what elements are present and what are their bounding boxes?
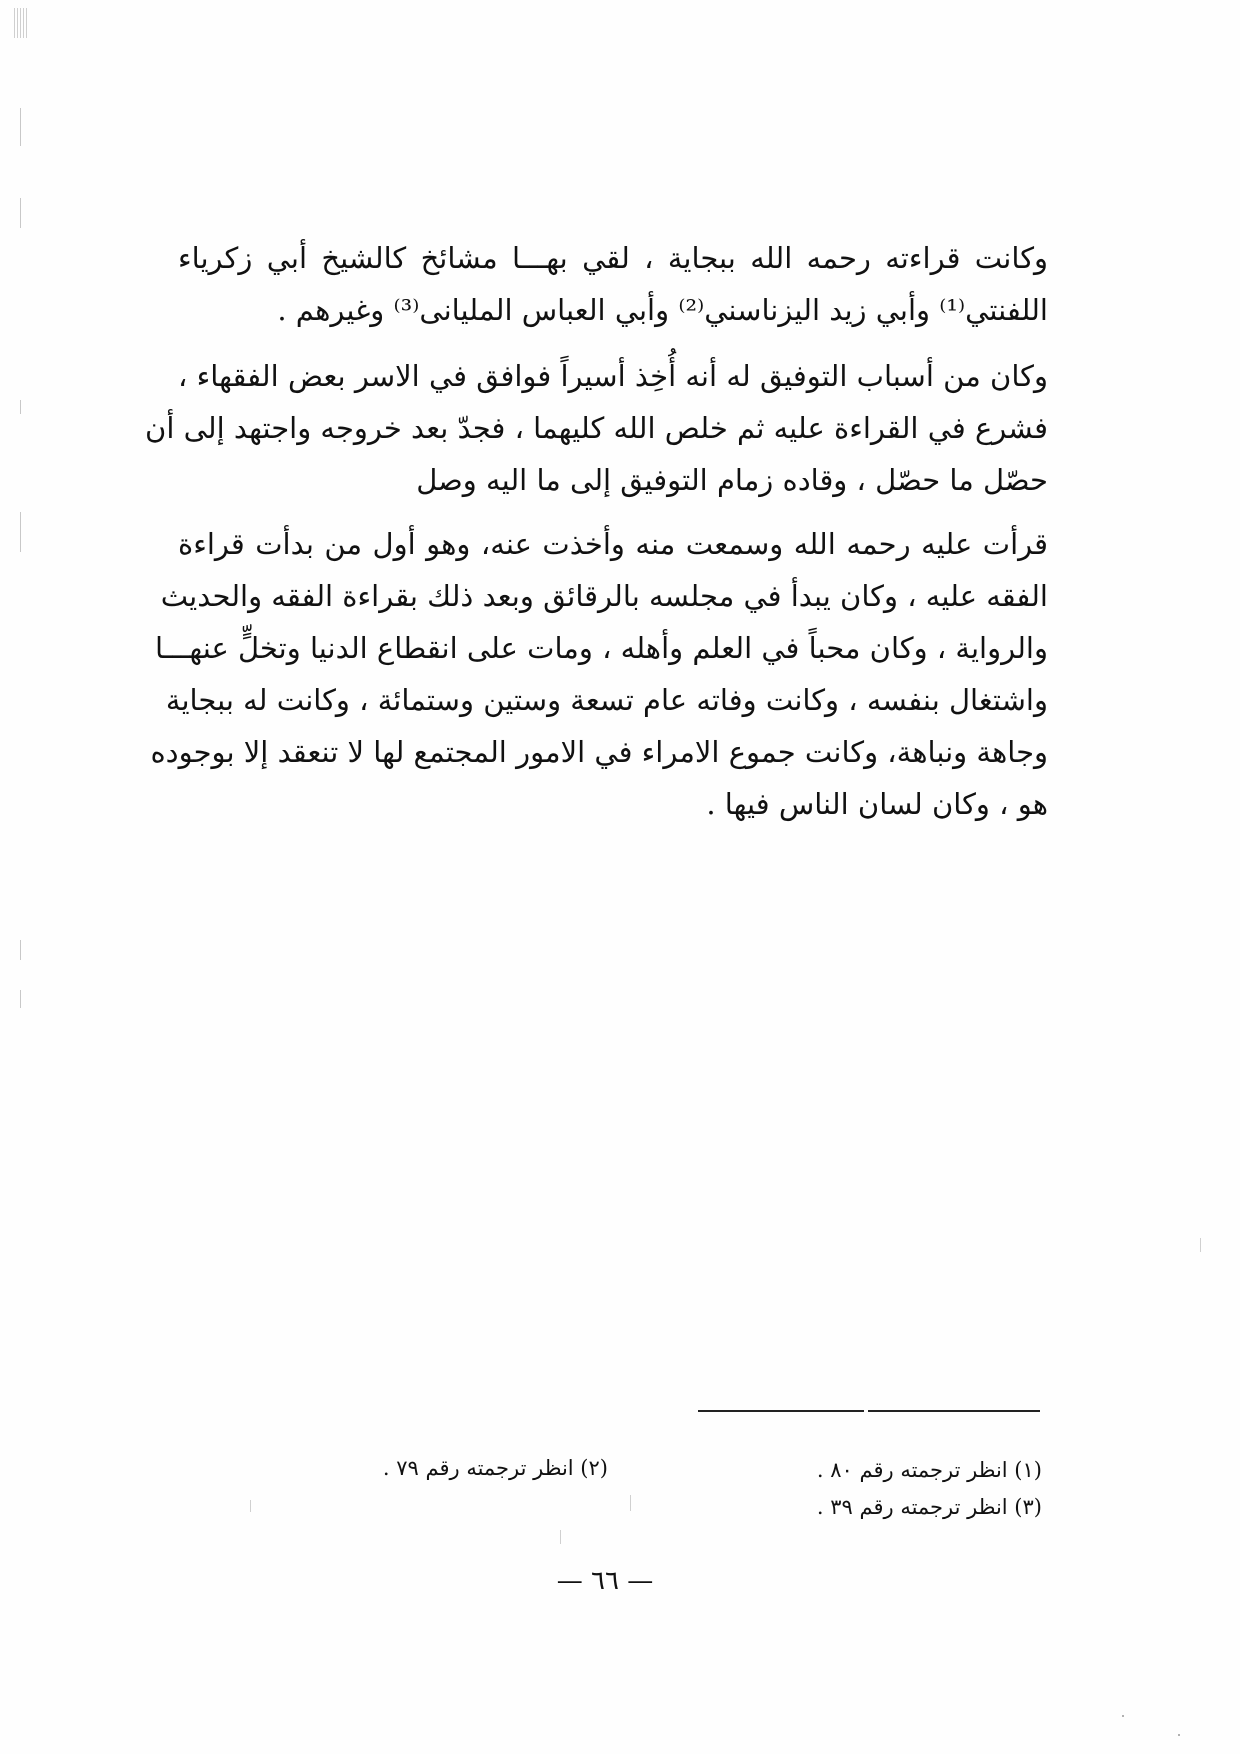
text-line: قرأت عليه رحمه الله وسمعت منه وأخذت عنه، وهو أول من بدأت قراءة [178, 527, 1048, 561]
footnote-separator [698, 1410, 864, 1412]
scan-artifact [1200, 1238, 1201, 1252]
page-number: — ٦٦ — [556, 1566, 654, 1596]
scan-artifact [1178, 1734, 1180, 1736]
text-line: واشتغال بنفسه ، وكانت وفاته عام تسعة وستين وستمائة ، وكانت له ببجاية [165, 683, 1048, 717]
paragraph-3 [150, 518, 1048, 830]
text-line: الفقه عليه ، وكان يبدأ في مجلسه بالرقائق وبعد ذلك بقراءة الفقه والحديث [160, 579, 1048, 613]
text-line: حصّل ما حصّل ، وقاده زمام التوفيق إلى ما اليه وصل [416, 463, 1048, 497]
paragraph-2 [145, 350, 1048, 506]
scan-artifact [630, 1495, 631, 1511]
scan-artifact [20, 940, 21, 960]
scan-artifact [20, 198, 21, 228]
footnote-2: (٢) انظر ترجمته رقم ٧٩ . [382, 1456, 608, 1480]
paragraph-1 [178, 232, 1048, 336]
scan-artifact [20, 990, 21, 1008]
footnote-1: (١) انظر ترجمته رقم ٨٠ . [816, 1458, 1042, 1482]
scan-artifact [20, 512, 21, 552]
text-line: وجاهة ونباهة، وكانت جموع الامراء في الامور المجتمع لها لا تنعقد إلا بوجوده [150, 735, 1048, 769]
scan-artifact [20, 400, 21, 414]
footnote-separator [868, 1410, 1040, 1412]
text-line: وكانت قراءته رحمه الله ببجاية ، لقي بهـــا مشائخ كالشيخ أبي زكرياء [178, 241, 1049, 275]
footnote-3: (٣) انظر ترجمته رقم ٣٩ . [816, 1495, 1042, 1519]
text-line: هو ، وكان لسان الناس فيها . [706, 787, 1048, 821]
scan-artifact [250, 1500, 251, 1512]
text-line: والرواية ، وكان محباً في العلم وأهله ، ومات على انقطاع الدنيا وتخلٍّ عنهـــا [155, 631, 1048, 665]
scan-artifact [1122, 1715, 1124, 1717]
scan-artifact [20, 108, 21, 146]
scan-artifact [560, 1530, 561, 1544]
scan-artifact [14, 8, 28, 38]
text-line: اللفنتي⁽¹⁾ وأبي زيد اليزناسني⁽²⁾ وأبي العباس المليانى⁽³⁾ وغيرهم . [277, 293, 1048, 327]
text-line: فشرع في القراءة عليه ثم خلص الله كليهما ، فجدّ بعد خروجه واجتهد إلى أن [145, 411, 1048, 445]
text-line: وكان من أسباب التوفيق له أنه أُخِذ أسيراً فوافق في الاسر بعض الفقهاء ، [178, 359, 1048, 393]
